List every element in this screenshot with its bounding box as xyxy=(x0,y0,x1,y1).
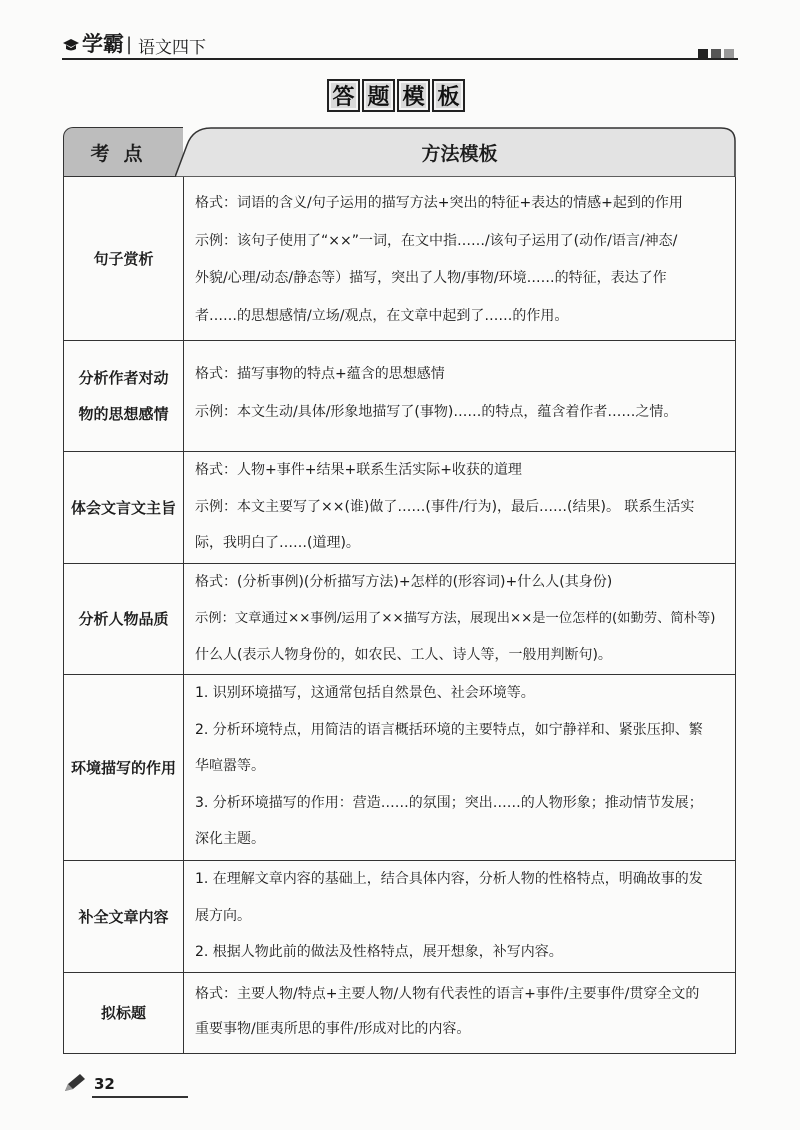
header-squares xyxy=(695,44,734,63)
page-title xyxy=(327,79,465,112)
method-line: 2. 根据人物此前的做法及性格特点，展开想象，补写内容。 xyxy=(195,944,563,960)
table-row xyxy=(63,564,736,675)
header-separator: | xyxy=(126,34,133,55)
method-line: 者……的思想感情/立场/观点，在文章中起到了……的作用。 xyxy=(195,307,569,324)
method-cell xyxy=(185,452,735,563)
method-line: 重要事物/匪夷所思的事件/形成对比的内容。 xyxy=(195,1021,471,1037)
method-line: 格式：词语的含义/句子运用的描写方法+突出的特征+表达的情感+起到的作用 xyxy=(195,195,683,211)
title-char: 模 xyxy=(397,79,430,112)
table-row xyxy=(63,177,736,341)
method-cell xyxy=(185,564,735,674)
method-cell xyxy=(185,177,735,340)
method-line: 格式：(分析事例)(分析描写方法)+怎样的(形容词)+什么人(其身份) xyxy=(195,574,613,590)
method-line: 展方向。 xyxy=(195,907,251,924)
table-row xyxy=(63,341,736,452)
topic-cell: 补全文章内容 xyxy=(64,861,184,972)
method-cell xyxy=(185,675,735,860)
method-line: 1. 在理解文章内容的基础上，结合具体内容，分析人物的性格特点，明确故事的发 xyxy=(195,871,703,887)
brand-logo xyxy=(62,28,124,58)
topic-cell: 拟标题 xyxy=(64,973,184,1053)
method-line: 格式：人物+事件+结果+联系生活实际+收获的道理 xyxy=(195,462,522,478)
method-line: 深化主题。 xyxy=(195,831,265,847)
page-number: 32 xyxy=(94,1075,115,1093)
table-row xyxy=(63,675,736,861)
column-header-method xyxy=(183,127,736,177)
template-table xyxy=(63,127,736,1054)
topic-cell: 句子赏析 xyxy=(64,177,184,340)
method-line: 示例：该句子使用了“××”一词，在文中指……/该句子运用了(动作/语言/神态/ xyxy=(195,232,678,249)
method-line: 示例：本文生动/具体/形象地描写了(事物)……的特点，蕴含着作者……之情。 xyxy=(195,403,678,420)
topic-cell: 分析作者对动物的思想感情 xyxy=(64,341,184,451)
method-line: 1. 识别环境描写，这通常包括自然景色、社会环境等。 xyxy=(195,685,535,701)
method-line: 格式：主要人物/特点+主要人物/人物有代表性的语言+事件/主要事件/贯穿全文的 xyxy=(195,986,700,1002)
method-line: 什么人(表示人物身份的，如农民、工人、诗人等，一般用判断句)。 xyxy=(195,647,612,663)
method-line: 华喧嚣等。 xyxy=(195,758,265,774)
table-row xyxy=(63,973,736,1054)
method-cell xyxy=(185,973,735,1053)
method-line: 示例：文章通过××事例/运用了××描写方法，展现出××是一位怎样的(如勤劳、简朴等) xyxy=(195,610,716,626)
table-row xyxy=(63,861,736,973)
topic-cell: 环境描写的作用 xyxy=(64,675,184,860)
topic-cell: 体会文言文主旨 xyxy=(64,452,184,563)
title-char: 答 xyxy=(327,79,360,112)
method-line: 际，我明白了……(道理)。 xyxy=(195,535,360,551)
method-line: 格式：描写事物的特点+蕴含的思想感情 xyxy=(195,366,445,382)
topic-cell: 分析人物品质 xyxy=(64,564,184,674)
method-line: 2. 分析环境特点，用简洁的语言概括环境的主要特点，如宁静祥和、紧张压抑、繁 xyxy=(195,721,703,738)
method-line: 外貌/心理/动态/静态等）描写，突出了人物/事物/环境……的特征，表达了作 xyxy=(195,270,667,286)
header-rule xyxy=(62,58,738,60)
pencil-icon xyxy=(62,1072,88,1094)
method-cell xyxy=(185,341,735,451)
method-line: 3. 分析环境描写的作用：营造……的氛围；突出……的人物形象；推动情节发展； xyxy=(195,794,703,811)
table-row xyxy=(63,452,736,564)
title-char: 板 xyxy=(432,79,465,112)
column-header-method-label: 方法模板 xyxy=(421,142,498,165)
method-line: 示例：本文主要写了××(谁)做了……(事件/行为)，最后……(结果)。 联系生活实 xyxy=(195,498,695,515)
column-header-topic: 考点 xyxy=(63,127,183,177)
title-char: 题 xyxy=(362,79,395,112)
graduation-cap-icon xyxy=(62,38,80,52)
footer-rule xyxy=(92,1096,188,1098)
book-subject: 语文四下 xyxy=(138,38,206,58)
method-cell xyxy=(185,861,735,972)
page-header xyxy=(62,22,738,62)
logo-text: 学霸 xyxy=(82,32,124,56)
